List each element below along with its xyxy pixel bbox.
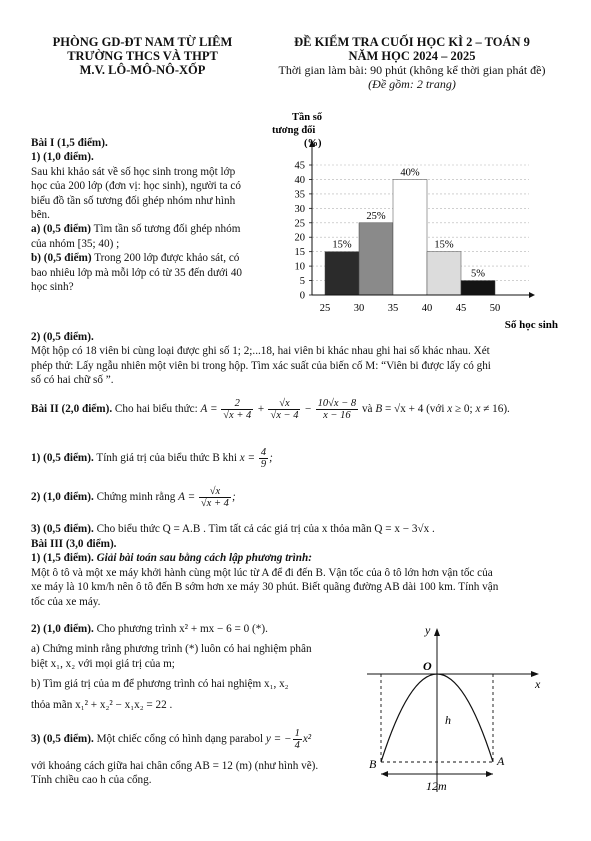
x-axis-title: Số học sinh	[504, 319, 558, 331]
bai3-title: Bài III (3,0 điểm).	[31, 538, 117, 550]
bai3-q3-label: 3) (0,5 điểm).	[31, 733, 94, 746]
bai1-q1-line4: bên.	[31, 209, 50, 222]
y-tick-label: 45	[294, 160, 305, 172]
bai3-q1-heading: Giải bài toán sau bằng cách lập phương trình:	[93, 552, 312, 565]
bai3-q2-text: Cho phương trình x² + mx − 6 = 0 (*).	[93, 623, 268, 635]
bai1-q1-line2: học của 200 lớp (đơn vị: học sinh), người ta có	[31, 180, 241, 193]
width-arrow-left	[381, 771, 388, 777]
bai3-q3-line3: Tính chiều cao h của cổng.	[31, 774, 152, 787]
page-count: (Đề gồm: 2 trang)	[368, 77, 456, 91]
y-tick-label: 10	[294, 261, 305, 273]
bai1-q2-title: 2) (0,5 điểm).	[31, 331, 94, 343]
school-name: TRƯỜNG THCS VÀ THPT	[67, 49, 218, 63]
school-year: NĂM HỌC 2024 – 2025	[348, 49, 476, 63]
exam-header	[262, 35, 562, 91]
data-label: 5%	[471, 268, 485, 280]
bai1-qa-label: a) (0,5 điểm)	[31, 223, 91, 236]
y-tick-label: 0	[299, 290, 305, 302]
bar	[461, 281, 495, 295]
bai1-q2-line3: số có hai chữ số ”.	[31, 374, 114, 387]
y-axis-title-line: (%)	[304, 138, 322, 149]
bai1-block	[31, 136, 281, 294]
bai3-q2-head	[31, 622, 371, 636]
bai2-intro-line	[31, 398, 581, 421]
bai3-q2a-line1: a) Chứng minh rằng phương trình (*) luôn có hai nghiệm phân	[31, 643, 312, 656]
bai3-q2-label: 2) (1,0 điểm).	[31, 623, 94, 635]
bai1-q1-title: 1) (1,0 điểm).	[31, 151, 94, 164]
bai2-q3-label: 3) (0,5 điểm).	[31, 523, 94, 535]
department-name: PHÒNG GD-ĐT NAM TỪ LIÊM	[52, 35, 233, 49]
bai2-q1-text: Tính giá trị của biểu thức B khi	[93, 452, 237, 465]
bai1-qa-line1	[31, 222, 281, 236]
y-tick-label: 5	[299, 276, 305, 288]
point-b-label: B	[369, 757, 377, 771]
bar	[325, 252, 359, 295]
bar	[427, 252, 461, 295]
bai2-q1-line	[31, 447, 571, 470]
bai1-qb-line2: bao nhiêu lớp mà mỗi lớp có từ 35 đến dưới 40	[31, 266, 243, 279]
gate-parabola-figure	[365, 622, 570, 800]
expression-b: và B = √x + 4 (với x ≥ 0; x ≠ 16).	[361, 403, 510, 416]
bai3-q2b-line2: thỏa mãn x₁² + x₂² − x₁x₂ = 22 .	[31, 698, 173, 711]
bai1-q2-line1: Một hộp có 18 viên bi cùng loại được ghi số 1; 2;...18, hai viên bi khác nhau ghi hai số khác nhau. Xét	[31, 345, 490, 358]
bai2-q2-label: 2) (1,0 điểm).	[31, 491, 94, 504]
bai2-title: Bài II (2,0 điểm).	[31, 403, 113, 416]
data-label: 40%	[400, 167, 420, 179]
school-header	[35, 35, 250, 77]
bai3-block	[31, 537, 581, 609]
x-tick-label: 35	[387, 303, 399, 314]
bai1-q1-line3: biểu đồ tần số tương đối ghép nhóm như hình	[31, 194, 236, 207]
bai1-q1-line1: Sau khi khảo sát về số học sinh trong một lớp	[31, 165, 236, 178]
y-axis-title-line: tương đối	[272, 125, 316, 136]
bai1-qb-label: b) (0,5 điểm)	[31, 252, 92, 265]
height-label: h	[445, 713, 451, 727]
width-arrow-right	[486, 771, 493, 777]
x-tick-label: 45	[455, 303, 467, 314]
x-tick-label: 40	[421, 303, 433, 314]
x-tick-label: 30	[353, 303, 365, 314]
bai1-qa-line2: của nhóm [35; 40) ;	[31, 237, 120, 250]
data-label: 15%	[332, 239, 352, 251]
bai1-q2-line2: phép thử: Lấy ngẫu nhiên một viên bi trong hộp. Tìm xác suất của biến cố M: “Viên bi được lấy có ghi	[31, 359, 491, 372]
point-a-label: A	[497, 754, 505, 768]
x-tick-label: 25	[319, 303, 331, 314]
bai1-title: Bài I (1,5 điểm).	[31, 137, 108, 149]
x-tick-label: 50	[489, 303, 501, 314]
bai1-q2-block	[31, 330, 571, 388]
bai3-q1-line2: xe máy là 10 km/h nên ô tô đến B sớm hơn xe máy 30 phút. Biết quãng đường AB dài 100 km. Tính vận	[31, 581, 499, 594]
y-axis-label: y	[425, 623, 431, 637]
school-subname: M.V. LÔ-MÔ-NÔ-XỐP	[79, 63, 206, 77]
bai1-qb-line1	[31, 251, 281, 265]
bai2-q2-line	[31, 486, 571, 509]
bai2-q3-text: Cho biểu thức Q = A.B . Tìm tất cả các giá trị của x thỏa mãn Q = x − 3√x .	[93, 523, 435, 535]
bai2-q3-line	[31, 522, 571, 536]
expression-a: A = $\frac{2}{√x + 4}$ + $\frac{√x}{√x - 4}$ − $\frac{10√x - 8}{x - 16}$	[200, 398, 357, 421]
bai2-q2-text: Chứng minh rằng	[93, 491, 176, 504]
bai1-qb-text: Trong 200 lớp được khảo sát, có	[91, 252, 240, 265]
y-tick-label: 25	[294, 218, 305, 230]
data-label: 25%	[366, 210, 386, 222]
bai3-q2a-line2: biệt x₁, x₂ với mọi giá trị của m;	[31, 657, 175, 670]
y-tick-label: 15	[294, 247, 305, 259]
exam-title: ĐỀ KIỂM TRA CUỐI HỌC KÌ 2 – TOÁN 9	[294, 35, 530, 49]
bai3-q1-label: 1) (1,5 điểm).	[31, 552, 94, 565]
data-label: 15%	[434, 239, 454, 251]
relative-frequency-chart	[270, 108, 570, 333]
bai3-q3-block	[31, 728, 371, 788]
bai3-q2-block	[31, 622, 371, 712]
bai2-q1-label: 1) (0,5 điểm).	[31, 452, 94, 465]
bai1-qa-text: Tìm tần số tương đối ghép nhóm	[90, 223, 241, 236]
x-axis-arrow	[529, 292, 535, 298]
bai3-q1-line3: tốc của xe máy.	[31, 595, 101, 608]
y-axis-arrow	[434, 628, 440, 636]
bai3-q1-head	[31, 551, 581, 565]
y-tick-label: 20	[294, 232, 305, 244]
bai2-intro: Cho hai biểu thức:	[112, 403, 198, 416]
width-label: 12m	[426, 779, 447, 793]
y-tick-label: 40	[294, 174, 305, 186]
bai3-q3-head	[31, 728, 371, 751]
bai3-q1-line1: Một ô tô và một xe máy khởi hành cùng một lúc từ A để đi đến B. Vận tốc của ô tô lớn hơn vận tốc của	[31, 566, 493, 579]
y-tick-label: 35	[294, 189, 305, 201]
bai3-q2b-line1: b) Tìm giá trị của m để phương trình có hai nghiệm x₁, x₂	[31, 678, 289, 691]
bai3-q3-text: Một chiếc cổng có hình dạng parabol	[93, 733, 264, 746]
x-value: x = $\frac{4}{9}$ ;	[239, 447, 273, 470]
parabol-equation: y = − $\frac{1}{4}$ x²	[265, 728, 312, 751]
bai3-q3-line2: với khoảng cách giữa hai chân cổng AB = 12 (m) (như hình vẽ).	[31, 760, 319, 772]
y-tick-label: 30	[294, 203, 305, 215]
bar	[359, 223, 393, 295]
bar	[393, 179, 427, 295]
exam-duration: Thời gian làm bài: 90 phút (không kể thời gian phát đề)	[278, 63, 546, 77]
x-axis-label: x	[535, 677, 541, 691]
bai1-qb-line3: học sinh?	[31, 281, 74, 294]
origin-label: O	[423, 659, 432, 673]
a-simplified: A = $\frac{√x}{√x + 4}$ ;	[178, 486, 236, 509]
y-axis-title-line: Tần số	[292, 112, 323, 123]
